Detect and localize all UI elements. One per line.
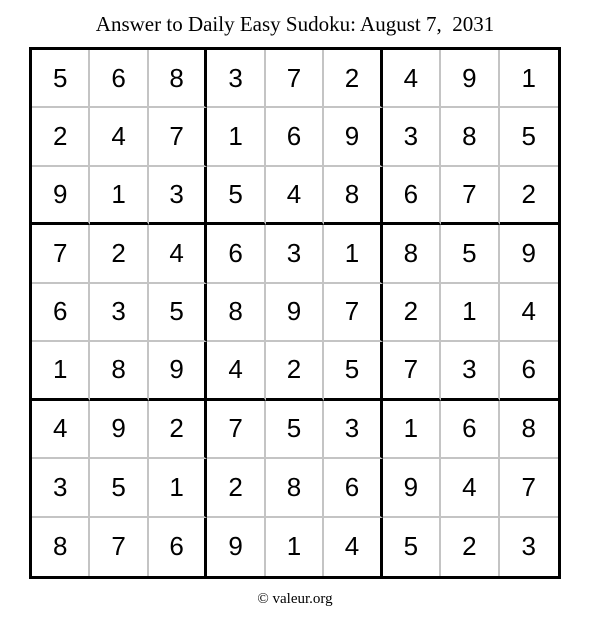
sudoku-cell[interactable]: 1 bbox=[324, 225, 382, 283]
sudoku-cell[interactable]: 7 bbox=[383, 342, 441, 400]
sudoku-cell[interactable]: 2 bbox=[500, 167, 558, 225]
sudoku-cell[interactable]: 7 bbox=[324, 284, 382, 342]
sudoku-cell[interactable]: 7 bbox=[149, 108, 207, 166]
sudoku-cell[interactable]: 6 bbox=[441, 401, 499, 459]
sudoku-cell[interactable]: 1 bbox=[441, 284, 499, 342]
sudoku-cell[interactable]: 2 bbox=[383, 284, 441, 342]
sudoku-cell[interactable]: 9 bbox=[324, 108, 382, 166]
sudoku-cell[interactable]: 8 bbox=[324, 167, 382, 225]
sudoku-cell[interactable]: 4 bbox=[207, 342, 265, 400]
sudoku-cell[interactable]: 2 bbox=[149, 401, 207, 459]
sudoku-cell[interactable]: 3 bbox=[324, 401, 382, 459]
sudoku-cell[interactable]: 4 bbox=[500, 284, 558, 342]
sudoku-cell[interactable]: 7 bbox=[266, 50, 324, 108]
sudoku-cell[interactable]: 7 bbox=[32, 225, 90, 283]
sudoku-cell[interactable]: 5 bbox=[207, 167, 265, 225]
sudoku-cell[interactable]: 7 bbox=[90, 518, 148, 576]
sudoku-cell[interactable]: 5 bbox=[500, 108, 558, 166]
sudoku-cell[interactable]: 3 bbox=[90, 284, 148, 342]
sudoku-cell[interactable]: 3 bbox=[207, 50, 265, 108]
sudoku-cell[interactable]: 2 bbox=[32, 108, 90, 166]
sudoku-cell[interactable]: 6 bbox=[383, 167, 441, 225]
sudoku-cell[interactable]: 1 bbox=[90, 167, 148, 225]
sudoku-cell[interactable]: 6 bbox=[266, 108, 324, 166]
sudoku-cell[interactable]: 3 bbox=[149, 167, 207, 225]
sudoku-cell[interactable]: 8 bbox=[207, 284, 265, 342]
sudoku-cell[interactable]: 5 bbox=[90, 459, 148, 517]
sudoku-cell[interactable]: 5 bbox=[324, 342, 382, 400]
sudoku-cell[interactable]: 5 bbox=[149, 284, 207, 342]
sudoku-cell[interactable]: 6 bbox=[324, 459, 382, 517]
sudoku-cell[interactable]: 4 bbox=[383, 50, 441, 108]
sudoku-cell[interactable]: 9 bbox=[32, 167, 90, 225]
sudoku-cell[interactable]: 6 bbox=[207, 225, 265, 283]
sudoku-cell[interactable]: 3 bbox=[383, 108, 441, 166]
sudoku-cell[interactable]: 2 bbox=[207, 459, 265, 517]
sudoku-cell[interactable]: 1 bbox=[207, 108, 265, 166]
sudoku-cell[interactable]: 8 bbox=[500, 401, 558, 459]
sudoku-cell[interactable]: 3 bbox=[266, 225, 324, 283]
sudoku-cell[interactable]: 2 bbox=[324, 50, 382, 108]
sudoku-cell[interactable]: 1 bbox=[149, 459, 207, 517]
sudoku-cell[interactable]: 6 bbox=[32, 284, 90, 342]
sudoku-cell[interactable]: 4 bbox=[32, 401, 90, 459]
sudoku-cell[interactable]: 9 bbox=[441, 50, 499, 108]
sudoku-cell[interactable]: 8 bbox=[383, 225, 441, 283]
sudoku-cell[interactable]: 7 bbox=[441, 167, 499, 225]
sudoku-cell[interactable]: 4 bbox=[324, 518, 382, 576]
sudoku-cell[interactable]: 2 bbox=[90, 225, 148, 283]
sudoku-cell[interactable]: 3 bbox=[521, 531, 536, 562]
sudoku-cell[interactable]: 9 bbox=[383, 459, 441, 517]
sudoku-cell[interactable]: 8 bbox=[266, 459, 324, 517]
sudoku-cell[interactable]: 2 bbox=[441, 518, 499, 576]
sudoku-cell[interactable]: 6 bbox=[500, 342, 558, 400]
sudoku-cell[interactable]: 3 bbox=[32, 459, 90, 517]
sudoku-cell[interactable]: 9 bbox=[90, 401, 148, 459]
sudoku-cell[interactable]: 2 bbox=[266, 342, 324, 400]
sudoku-cell[interactable]: 4 bbox=[266, 167, 324, 225]
sudoku-cell[interactable]: 9 bbox=[207, 518, 265, 576]
sudoku-cell[interactable]: 8 bbox=[441, 108, 499, 166]
sudoku-board bbox=[29, 47, 561, 579]
sudoku-cell[interactable]: 9 bbox=[500, 225, 558, 283]
sudoku-cell[interactable]: 5 bbox=[32, 50, 90, 108]
sudoku-cell[interactable]: 4 bbox=[149, 225, 207, 283]
sudoku-cell[interactable]: 5 bbox=[266, 401, 324, 459]
sudoku-cell[interactable]: 1 bbox=[383, 401, 441, 459]
sudoku-cell[interactable]: 6 bbox=[90, 50, 148, 108]
sudoku-cell[interactable]: 9 bbox=[149, 342, 207, 400]
sudoku-cell[interactable]: 1 bbox=[266, 518, 324, 576]
sudoku-cell[interactable]: 8 bbox=[32, 518, 90, 576]
copyright-footer: © valeur.org bbox=[257, 591, 333, 607]
sudoku-cell[interactable]: 1 bbox=[32, 342, 90, 400]
sudoku-cell[interactable]: 7 bbox=[500, 459, 558, 517]
sudoku-cell[interactable]: 8 bbox=[90, 342, 148, 400]
sudoku-cell[interactable]: 9 bbox=[266, 284, 324, 342]
sudoku-cell[interactable]: 8 bbox=[149, 50, 207, 108]
sudoku-cell[interactable]: 4 bbox=[90, 108, 148, 166]
sudoku-cell[interactable]: 7 bbox=[207, 401, 265, 459]
sudoku-cell[interactable]: 1 bbox=[500, 50, 558, 108]
sudoku-cell[interactable]: 5 bbox=[441, 225, 499, 283]
sudoku-cell[interactable]: 3 bbox=[441, 342, 499, 400]
sudoku-cell[interactable]: 4 bbox=[441, 459, 499, 517]
sudoku-cell[interactable]: 5 bbox=[383, 518, 441, 576]
sudoku-cell[interactable]: 6 bbox=[149, 518, 207, 576]
page-title: Answer to Daily Easy Sudoku: August 7, 2031 bbox=[95, 12, 495, 36]
